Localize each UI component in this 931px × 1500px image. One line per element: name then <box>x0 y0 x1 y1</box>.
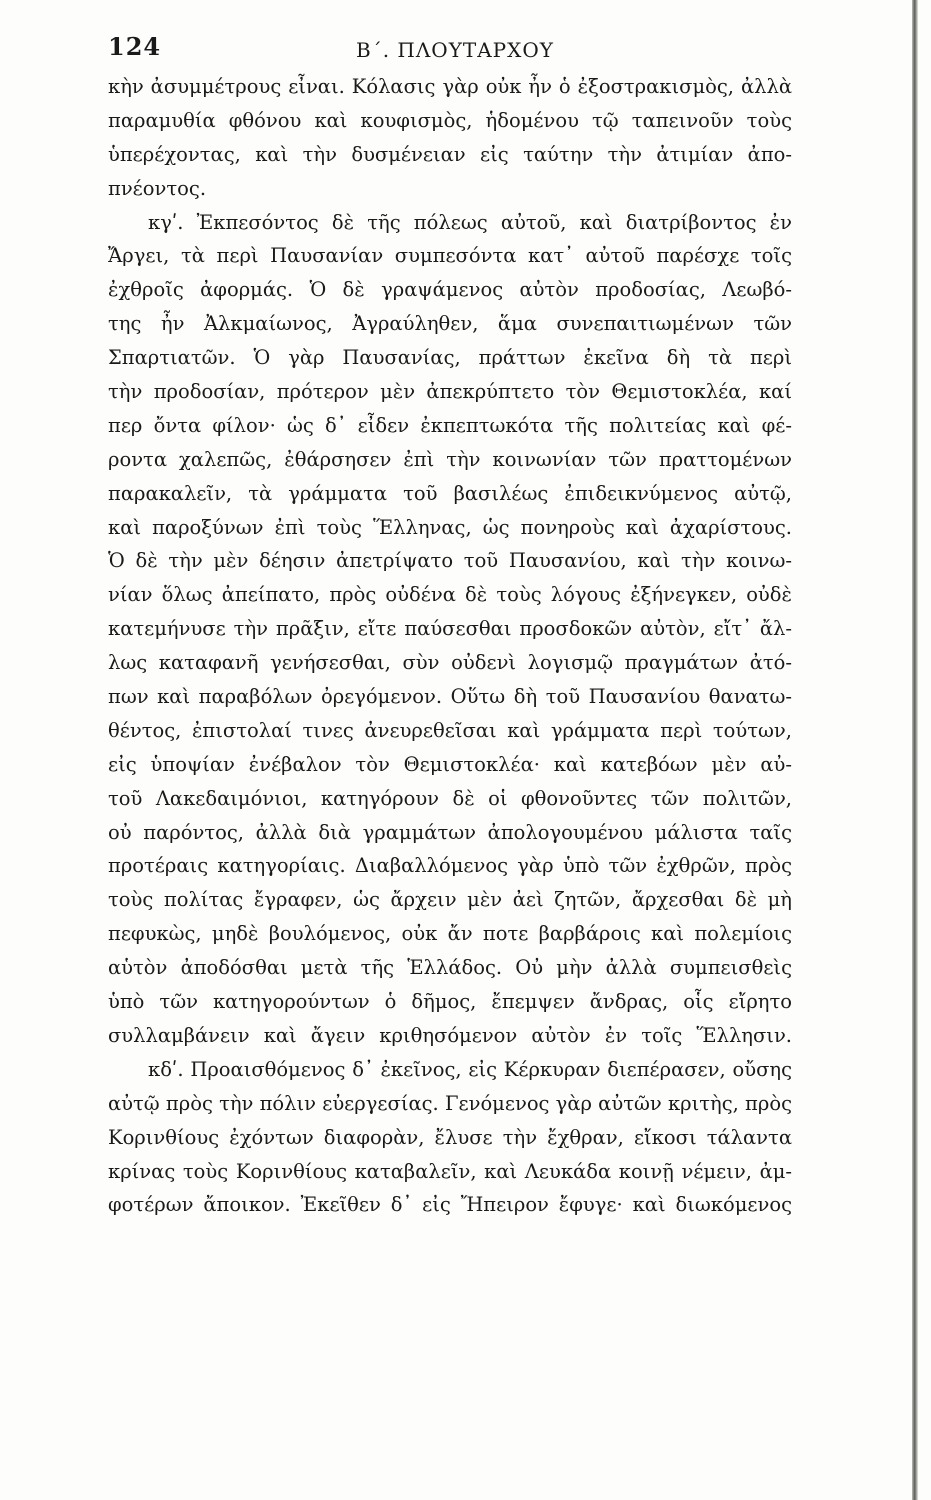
text-line: παρακαλεῖν, τὰ γράμματα τοῦ βασιλέως ἐπιδεικνύμενος αὐτῷ, <box>108 481 792 505</box>
text-line: θέντος, ἐπιστολαί τινες ἀνευρεθεῖσαι καὶ γράμματα περὶ τούτων, <box>108 718 792 742</box>
running-title: Β΄. ΠΛΟΥΤΑΡΧΟΥ <box>356 38 554 62</box>
text-line: καὶ παροξύνων ἐπὶ τοὺς Ἕλληνας, ὡς πονηροὺς καὶ ἀχαρίστους. <box>108 515 792 539</box>
text-line: κατεμήνυσε τὴν πρᾶξιν, εἴτε παύσεσθαι προσδοκῶν αὐτὸν, εἴτ᾽ ἄλ- <box>108 617 792 641</box>
text-line: τοὺς πολίτας ἔγραφεν, ὡς ἄρχειν μὲν ἀεὶ ζητῶν, ἄρχεσθαι δὲ μὴ <box>108 888 792 912</box>
text-line: ὑπερέχοντας, καὶ τὴν δυσμένειαν εἰς ταύτην τὴν ἀτιμίαν ἀπο- <box>108 142 792 166</box>
text-line: νίαν ὅλως ἀπείπατο, πρὸς οὐδένα δὲ τοὺς λόγους ἐξήνεγκεν, οὐδὲ <box>108 583 792 607</box>
text-line: πνέοντος. <box>108 176 207 200</box>
text-line: Ἄργει, τὰ περὶ Παυσανίαν συμπεσόντα κατ᾽ αὐτοῦ παρέσχε τοῖς <box>108 244 792 268</box>
text-line: της ἦν Ἀλκμαίωνος, Ἀγραύληθεν, ἅμα συνεπαιτιωμένων τῶν <box>108 312 792 336</box>
page-header <box>108 30 792 70</box>
text-line: τὴν προδοσίαν, πρότερον μὲν ἀπεκρύπτετο τὸν Θεμιστοκλέα, καί <box>108 380 792 404</box>
text-line: λως καταφανῆ γενήσεσθαι, σὺν οὐδενὶ λογισμῷ πραγμάτων ἀτό- <box>108 651 792 675</box>
text-line: συλλαμβάνειν καὶ ἄγειν κριθησόμενον αὐτὸν ἐν τοῖς Ἕλλησιν. <box>108 1023 792 1047</box>
text-line: Ὁ δὲ τὴν μὲν δέησιν ἀπετρίψατο τοῦ Παυσανίου, καὶ τὴν κοινω- <box>108 549 792 573</box>
text-line: φοτέρων ἄποικον. Ἐκεῖθεν δ᾽ εἰς Ἤπειρον ἔφυγε· καὶ διωκόμενος <box>108 1193 792 1217</box>
body-text <box>108 70 792 1222</box>
text-line: τοῦ Λακεδαιμόνιοι, κατηγόρουν δὲ οἱ φθονοῦντες τῶν πολιτῶν, <box>108 786 792 810</box>
text-line: ἐχθροῖς ἀφορμάς. Ὁ δὲ γραψάμενος αὐτὸν προδοσίας, Λεωβό- <box>108 278 792 302</box>
text-line: ροντα χαλεπῶς, ἐθάρσησεν ἐπὶ τὴν κοινωνίαν τῶν πραττομένων <box>108 447 792 471</box>
text-line: αὐτῷ πρὸς τὴν πόλιν εὐεργεσίας. Γενόμενος γὰρ αὐτῶν κριτὴς, πρὸς <box>108 1091 792 1115</box>
text-line: Σπαρτιατῶν. Ὁ γὰρ Παυσανίας, πράττων ἐκεῖνα δὴ τὰ περὶ <box>108 346 792 370</box>
text-line: Κορινθίους ἐχόντων διαφορὰν, ἔλυσε τὴν ἔχθραν, εἴκοσι τάλαντα <box>108 1125 792 1149</box>
text-line: εἰς ὑποψίαν ἐνέβαλον τὸν Θεμιστοκλέα· καὶ κατεβόων μὲν αὐ- <box>108 752 792 776</box>
page-edge-shadow <box>912 0 918 1500</box>
text-line: πεφυκὼς, μηδὲ βουλόμενος, οὐκ ἄν ποτε βαρβάροις καὶ πολεμίοις <box>108 922 792 946</box>
text-line: αὑτὸν ἀποδόσθαι μετὰ τῆς Ἑλλάδος. Οὐ μὴν ἀλλὰ συμπεισθεὶς <box>108 956 792 980</box>
text-line: κγʹ. Ἐκπεσόντος δὲ τῆς πόλεως αὐτοῦ, καὶ διατρίβοντος ἐν <box>148 210 792 234</box>
text-line: κὴν ἀσυμμέτρους εἶναι. Κόλασις γὰρ οὐκ ἦν ὁ ἐξοστρακισμὸς, ἀλλὰ <box>108 75 792 98</box>
page-number: 124 <box>108 32 162 61</box>
text-line: οὐ παρόντος, ἀλλὰ διὰ γραμμάτων ἀπολογουμένου μάλιστα ταῖς <box>108 820 792 844</box>
text-line: κδʹ. Προαισθόμενος δ᾽ ἐκεῖνος, εἰς Κέρκυραν διεπέρασεν, οὔσης <box>148 1057 792 1081</box>
text-line: παραμυθία φθόνου καὶ κουφισμὸς, ἡδομένου τῷ ταπεινοῦν τοὺς <box>108 108 792 132</box>
text-line: πων καὶ παραβόλων ὀρεγόμενον. Οὕτω δὴ τοῦ Παυσανίου θανατω- <box>108 685 792 709</box>
text-line: κρίνας τοὺς Κορινθίους καταβαλεῖν, καὶ Λευκάδα κοινῇ νέμειν, ἀμ- <box>108 1159 792 1183</box>
text-line: ὑπὸ τῶν κατηγορούντων ὁ δῆμος, ἔπεμψεν ἄνδρας, οἷς εἴρητο <box>108 990 792 1014</box>
text-line: προτέραις κατηγορίαις. Διαβαλλόμενος γὰρ ὑπὸ τῶν ἐχθρῶν, πρὸς <box>108 854 792 878</box>
text-line: περ ὄντα φίλον· ὡς δ᾽ εἶδεν ἐκπεπτωκότα τῆς πολιτείας καὶ φέ- <box>108 413 792 437</box>
